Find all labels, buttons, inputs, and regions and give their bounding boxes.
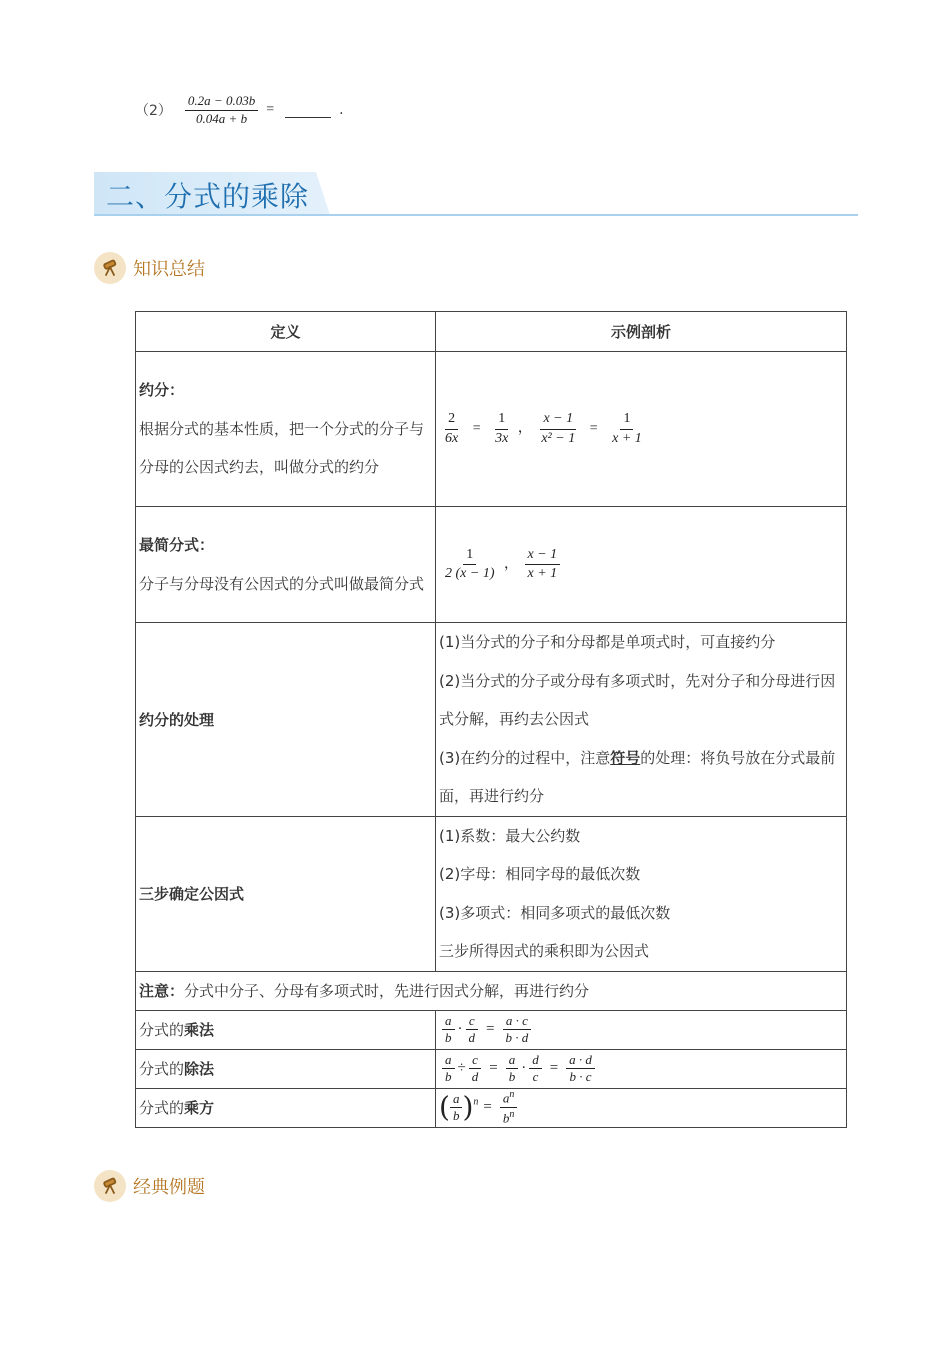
section-title: 二、分式的乘除 — [106, 180, 310, 213]
simplest-definition — [136, 507, 436, 623]
ex-denominator: x² − 1 — [541, 430, 576, 446]
pow-label — [136, 1088, 436, 1127]
pow-bold: 乘方 — [184, 1099, 215, 1117]
ex-numerator: 2 — [445, 411, 458, 429]
table-row — [136, 1049, 847, 1088]
sym: a — [450, 1092, 463, 1108]
sym: ÷ — [457, 1059, 466, 1076]
table-row — [136, 1010, 847, 1049]
ex-numerator: x − 1 — [525, 547, 561, 565]
sym: b — [445, 1069, 452, 1084]
equals-sign: = — [266, 102, 275, 117]
mult-prefix: 分式的 — [139, 1021, 185, 1039]
knowledge-subhead-text: 知识总结 — [133, 259, 205, 280]
processing-item-1: (1)当分式的分子和分母都是单项式时，可直接约分 — [439, 633, 776, 651]
summary-table — [135, 311, 847, 1128]
sym: c — [532, 1069, 539, 1084]
sym: b — [452, 1108, 460, 1123]
note-text: 分式中分子、分母有多项式时，先进行因式分解，再进行约分 — [184, 982, 590, 1000]
three-steps-item: (2)字母：相同字母的最低次数 — [439, 865, 641, 883]
three-steps-item: (1)系数：最大公约数 — [439, 826, 581, 845]
pow-prefix: 分式的 — [139, 1099, 185, 1117]
sym: n — [473, 1096, 479, 1108]
sym: d — [529, 1053, 542, 1069]
note-cell — [136, 971, 847, 1010]
sym: a — [442, 1053, 455, 1069]
sym: b — [508, 1069, 516, 1084]
div-prefix: 分式的 — [139, 1060, 185, 1078]
sym: n — [509, 1089, 515, 1101]
table-row — [136, 971, 847, 1010]
mult-bold: 乘法 — [184, 1021, 215, 1039]
processing-list — [436, 623, 847, 817]
table-row — [136, 816, 847, 971]
sym: · — [521, 1059, 527, 1076]
examples-subhead-text: 经典例题 — [133, 1177, 205, 1198]
sym: c — [466, 1014, 478, 1030]
telescope-icon — [94, 1170, 126, 1202]
ex-denominator: x + 1 — [527, 566, 558, 581]
ex-numerator: 1 — [463, 547, 476, 565]
processing-title: 约分的处理 — [136, 623, 436, 817]
sym: b — [445, 1030, 452, 1045]
ex-numerator: x − 1 — [540, 411, 576, 429]
ex-numerator: 1 — [620, 411, 633, 429]
three-steps-item: 三步所得因式的乘积即为公因式 — [439, 942, 650, 960]
mult-formula — [436, 1010, 847, 1049]
div-label — [136, 1049, 436, 1088]
table-row — [136, 623, 847, 817]
three-steps-list — [436, 816, 847, 971]
sym: n — [509, 1109, 515, 1120]
three-steps-item: (3)多项式：相同多项式的最低次数 — [439, 903, 671, 922]
header-definition: 定义 — [136, 312, 436, 352]
comma: ， — [504, 556, 518, 572]
reduction-text: 根据分式的基本性质，把一个分式的分子与分母的公因式约去，叫做分式的约分 — [139, 419, 425, 477]
sym: = — [489, 1059, 498, 1076]
ex-denominator: 2 (x − 1) — [445, 566, 495, 581]
answer-blank[interactable] — [285, 103, 331, 118]
knowledge-subhead — [94, 253, 205, 283]
problem-fraction — [185, 94, 258, 127]
problem-denominator: 0.04a + b — [196, 110, 248, 126]
ex-numerator: 1 — [495, 411, 508, 429]
sym: = — [549, 1059, 559, 1076]
mult-label — [136, 1010, 436, 1049]
ex-denominator: 6x — [445, 430, 459, 446]
ex-denominator: 3x — [495, 430, 509, 446]
sym: d — [471, 1069, 479, 1084]
reduction-definition — [136, 352, 436, 507]
sym: b · d — [505, 1030, 529, 1045]
sym: b · c — [569, 1069, 592, 1084]
reduction-example: $\frac{2}{6x}$ = $\frac{1}{3x}$ ， $\frac{x - 1}{\text{x² − 1}}$ = $\frac{1}{x + 1}$ — [436, 352, 847, 507]
simplest-example — [436, 507, 847, 623]
processing-item-3-pre: (3)在约分的过程中，注意 — [439, 748, 611, 767]
pow-formula: ( $\frac{a}{b}$ )$^n$ = $\frac{a^n}{b^n}$ — [436, 1088, 847, 1127]
problem-numerator: 0.2a − 0.03b — [185, 94, 258, 111]
sym: a · c — [503, 1014, 531, 1030]
sym: · — [457, 1020, 463, 1037]
examples-subhead — [94, 1171, 205, 1201]
div-bold: 除法 — [184, 1060, 215, 1078]
sym: b — [502, 1110, 510, 1126]
period: . — [339, 102, 344, 118]
processing-item-3-underline: 符号 — [610, 748, 641, 767]
three-steps-title: 三步确定公因式 — [136, 816, 436, 971]
problem-line — [135, 90, 344, 130]
simplest-text: 分子与分母没有公因式的分式叫做最简分式 — [139, 574, 425, 593]
table-header-row — [136, 312, 847, 352]
reduction-title: 约分： — [139, 381, 185, 400]
sym: = — [486, 1020, 495, 1037]
sym: a · d — [566, 1053, 595, 1069]
simplest-title: 最简分式： — [139, 536, 215, 554]
sym: d — [468, 1030, 475, 1045]
table-row — [136, 352, 847, 507]
telescope-icon — [94, 252, 126, 284]
ex-denominator: x + 1 — [612, 430, 642, 446]
note-label: 注意： — [139, 982, 185, 1000]
processing-item-3 — [439, 739, 843, 816]
sym: c — [469, 1053, 481, 1069]
header-example: 示例剖析 — [436, 312, 847, 352]
sym: a — [502, 1090, 510, 1106]
comma: ， — [517, 421, 532, 437]
table-row — [136, 507, 847, 623]
section-header — [94, 172, 858, 218]
table-row — [136, 1088, 847, 1127]
sym: a — [442, 1014, 455, 1030]
sym: = — [483, 1098, 492, 1115]
div-formula — [436, 1049, 847, 1088]
processing-item-2: (2)当分式的分子或分母有多项式时，先对分子和分母进行因式分解，再约去公因式 — [439, 671, 836, 728]
sym: a — [506, 1053, 519, 1069]
processing-item-3-post: 的处理：将负号放在分式最前面，再进行约分 — [439, 748, 836, 805]
problem-number: （2） — [135, 103, 172, 119]
